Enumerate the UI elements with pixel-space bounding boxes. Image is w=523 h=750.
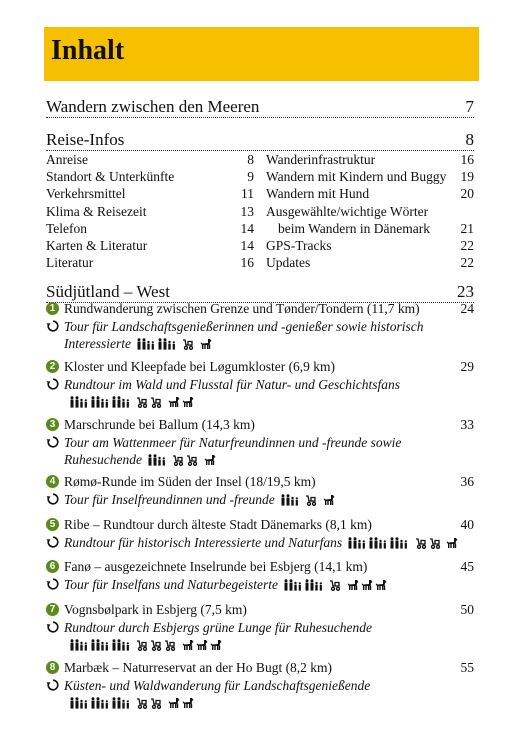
- tour-description-line: [46, 335, 474, 353]
- buggy-icon: [171, 454, 184, 466]
- buggy-icon: [328, 579, 341, 591]
- tour-page: 50: [460, 602, 474, 617]
- tour-page: 29: [460, 359, 474, 374]
- toc-entry-page: 20: [460, 186, 474, 202]
- buggy-icon: [304, 494, 317, 506]
- toc-entry-page: 14: [240, 220, 254, 236]
- tour-page: 33: [460, 417, 474, 432]
- section-page: 7: [465, 97, 474, 116]
- toc-entry[interactable]: [266, 151, 474, 168]
- dog-icon: [374, 579, 387, 591]
- tour-description: Tour für Inselfreundinnen und -freunde: [64, 491, 275, 507]
- section-title: Wandern zwischen den Meeren: [46, 97, 260, 116]
- title-bar: [44, 27, 479, 81]
- tour-entry[interactable]: [46, 516, 474, 551]
- loop-icon: [46, 492, 60, 506]
- tour-description-line: [46, 534, 474, 552]
- toc-entry-page: 22: [460, 255, 474, 271]
- family-icon: [283, 579, 303, 591]
- toc-entry[interactable]: [46, 220, 254, 237]
- family-icon: [69, 396, 89, 408]
- tour-page: 45: [460, 559, 474, 574]
- audience-icons: [283, 577, 388, 592]
- dog-icon: [181, 697, 194, 709]
- loop-icon: [46, 319, 60, 333]
- buggy-icon: [185, 454, 198, 466]
- tour-entry[interactable]: [46, 300, 474, 353]
- tour-description: Interessierte: [64, 336, 131, 351]
- tour-description-line: [46, 318, 474, 336]
- tour-title-line: [46, 473, 474, 491]
- tour-number-badge: 6: [46, 560, 59, 573]
- family-icon: [280, 494, 300, 506]
- reise-list-left: [46, 151, 254, 271]
- toc-entry-label: Updates: [266, 255, 311, 271]
- toc-entry-page: 19: [460, 169, 474, 185]
- toc-entry[interactable]: [266, 185, 474, 202]
- family-icon: [147, 454, 167, 466]
- tour-description: Küsten- und Waldwanderung für Landschaftsgenießende: [64, 677, 371, 693]
- buggy-icon: [135, 396, 148, 408]
- tour-title: Ribe – Rundtour durch älteste Stadt Dänemarks (8,1 km): [64, 517, 372, 532]
- loop-icon: [46, 435, 60, 449]
- toc-entry-label: Standort & Unterkünfte: [46, 169, 175, 185]
- tour-entry[interactable]: [46, 659, 474, 712]
- tour-title: Marschrunde bei Ballum (14,3 km): [64, 417, 255, 432]
- toc-entry-page: 9: [247, 169, 254, 185]
- tour-title: Rundwanderung zwischen Grenze und Tønder/Tondern (11,7 km): [64, 301, 420, 316]
- toc-entry[interactable]: [266, 237, 474, 254]
- tour-description-line: [46, 694, 474, 712]
- tour-number-badge: 8: [46, 661, 59, 674]
- tour-description-line: [46, 576, 474, 594]
- toc-entry-page: 16: [240, 255, 254, 271]
- loop-icon: [46, 678, 60, 692]
- buggy-icon: [135, 697, 148, 709]
- toc-entry-label: Verkehrsmittel: [46, 186, 126, 202]
- tour-description-line: [46, 376, 474, 394]
- audience-icons: [136, 336, 213, 351]
- section-reise-infos[interactable]: [46, 130, 474, 151]
- family-icon: [304, 579, 324, 591]
- tour-description-line: [46, 451, 474, 469]
- toc-entry-label: Telefon: [46, 220, 88, 236]
- tour-page: 55: [460, 660, 474, 675]
- dog-icon: [199, 338, 212, 350]
- tour-description-line: [46, 393, 474, 411]
- page-title: Inhalt: [51, 35, 125, 66]
- family-icon: [347, 537, 367, 549]
- family-icon: [90, 396, 110, 408]
- tour-title-line: [46, 659, 474, 677]
- tour-entry[interactable]: [46, 416, 474, 469]
- toc-entry[interactable]: [266, 203, 474, 220]
- buggy-icon: [149, 396, 162, 408]
- family-icon: [69, 697, 89, 709]
- loop-icon: [46, 577, 60, 591]
- family-icon: [136, 338, 156, 350]
- family-icon: [69, 639, 89, 651]
- toc-entry-page: 11: [241, 186, 254, 202]
- toc-entry-label: Klima & Reisezeit: [46, 203, 147, 219]
- tour-title-line: [46, 558, 474, 576]
- family-icon: [157, 338, 177, 350]
- tour-title-line: [46, 516, 474, 534]
- toc-entry-label: Wandern mit Hund: [266, 186, 370, 202]
- tour-number-badge: 3: [46, 418, 59, 431]
- tour-number-badge: 1: [46, 302, 59, 315]
- buggy-icon: [149, 639, 162, 651]
- tour-title: Fanø – ausgezeichnete Inselrunde bei Esbjerg (14,1 km): [64, 559, 368, 574]
- toc-entry-page: 16: [460, 152, 474, 167]
- toc-entry-label: Wanderinfrastruktur: [266, 152, 376, 167]
- tour-description-line: [46, 619, 474, 637]
- toc-entry-page: 13: [240, 203, 254, 219]
- buggy-icon: [135, 639, 148, 651]
- toc-entry[interactable]: [46, 185, 254, 202]
- toc-entry-label: Wandern mit Kindern und Buggy: [266, 169, 447, 185]
- dog-icon: [167, 396, 180, 408]
- buggy-icon: [149, 697, 162, 709]
- section-title: Reise-Infos: [46, 130, 125, 149]
- toc-entry[interactable]: [46, 151, 254, 168]
- family-icon: [90, 639, 110, 651]
- tour-title-line: [46, 416, 474, 434]
- tour-title-line: [46, 358, 474, 376]
- tour-page: 24: [460, 301, 474, 316]
- tour-description-line: [46, 434, 474, 452]
- tour-entry[interactable]: [46, 473, 474, 508]
- tour-title: Kloster und Kleepfade bei Løgumkloster (6,9 km): [64, 359, 336, 374]
- toc-entry-label: Ausgewählte/wichtige Wörter: [266, 203, 429, 219]
- tour-description: Rundtour für historisch Interessierte und Naturfans: [64, 534, 343, 550]
- tour-entry[interactable]: [46, 358, 474, 411]
- tour-title: Marbæk – Naturreservat an der Ho Bugt (8,2 km): [64, 660, 333, 675]
- tour-description: Tour am Wattenmeer für Naturfreundinnen und -freunde sowie: [64, 434, 402, 450]
- dog-icon: [360, 579, 373, 591]
- family-icon: [368, 537, 388, 549]
- tour-description: Rundtour im Wald und Flusstal für Natur- und Geschichtsfans: [64, 376, 400, 392]
- tour-number-badge: 7: [46, 603, 59, 616]
- family-icon: [389, 537, 409, 549]
- toc-entry-label: beim Wandern in Dänemark: [278, 220, 430, 236]
- audience-icons: [69, 637, 223, 652]
- family-icon: [111, 697, 131, 709]
- toc-entry-page: 22: [460, 237, 474, 253]
- tour-number-badge: 4: [46, 475, 59, 488]
- tour-entry[interactable]: [46, 601, 474, 654]
- toc-entry-label: Anreise: [46, 152, 88, 167]
- audience-icons: [347, 535, 459, 550]
- family-icon: [90, 697, 110, 709]
- family-icon: [111, 639, 131, 651]
- reise-list-right: [266, 151, 474, 271]
- tour-description-line: [46, 636, 474, 654]
- tour-description-line: [46, 491, 474, 509]
- loop-icon: [46, 377, 60, 391]
- section-wandern[interactable]: [46, 97, 474, 118]
- buggy-icon: [181, 338, 194, 350]
- tour-description-line: [46, 677, 474, 695]
- audience-icons: [69, 394, 195, 409]
- section-page: 8: [465, 130, 474, 149]
- loop-icon: [46, 620, 60, 634]
- tour-page: 36: [460, 474, 474, 489]
- dog-icon: [322, 494, 335, 506]
- tour-title: Vognsbølpark in Esbjerg (7,5 km): [64, 602, 247, 617]
- toc-entry[interactable]: [266, 220, 474, 237]
- tour-description: Rundtour durch Esbjergs grüne Lunge für Ruhesuchende: [64, 619, 372, 635]
- toc-entry-page: 8: [247, 152, 254, 167]
- audience-icons: [69, 695, 195, 710]
- tour-number-badge: 5: [46, 518, 59, 531]
- section-title: Südjütland – West: [46, 282, 170, 301]
- loop-icon: [46, 535, 60, 549]
- audience-icons: [147, 452, 217, 467]
- tour-page: 40: [460, 517, 474, 532]
- toc-entry-label: GPS-Tracks: [266, 237, 332, 253]
- dog-icon: [181, 396, 194, 408]
- dog-icon: [203, 454, 216, 466]
- tour-description: Tour für Inselfans und Naturbegeisterte: [64, 576, 279, 592]
- toc-entry[interactable]: [46, 168, 254, 185]
- toc-entry-page: 21: [460, 220, 474, 236]
- toc-entry[interactable]: [266, 254, 474, 271]
- buggy-icon: [428, 537, 441, 549]
- family-icon: [111, 396, 131, 408]
- dog-icon: [181, 639, 194, 651]
- toc-entry-page: 14: [240, 237, 254, 253]
- tour-title-line: [46, 300, 474, 318]
- dog-icon: [167, 697, 180, 709]
- dog-icon: [346, 579, 359, 591]
- audience-icons: [280, 492, 336, 507]
- tour-description: Ruhesuchende: [64, 452, 142, 467]
- buggy-icon: [414, 537, 427, 549]
- toc-entry[interactable]: [46, 254, 254, 271]
- tour-title-line: [46, 601, 474, 619]
- buggy-icon: [163, 639, 176, 651]
- section-page: 23: [457, 282, 474, 301]
- dog-icon: [195, 639, 208, 651]
- toc-entry-label: Karten & Literatur: [46, 237, 148, 253]
- tour-title: Rømø-Runde im Süden der Insel (18/19,5 km): [64, 474, 316, 489]
- tour-number-badge: 2: [46, 360, 59, 373]
- tour-description: Tour für Landschaftsgenießerinnen und -genießer sowie historisch: [64, 318, 424, 334]
- toc-entry-label: Literatur: [46, 255, 94, 271]
- toc-entry[interactable]: [266, 168, 474, 185]
- dog-icon: [445, 537, 458, 549]
- toc-entry[interactable]: [46, 203, 254, 220]
- toc-entry[interactable]: [46, 237, 254, 254]
- dog-icon: [209, 639, 222, 651]
- tour-entry[interactable]: [46, 558, 474, 593]
